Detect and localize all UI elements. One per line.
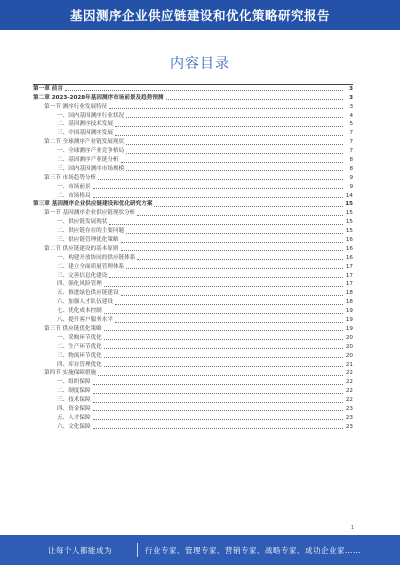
toc-leader-dots	[93, 197, 343, 198]
toc-entry[interactable]	[0, 315, 400, 324]
toc-leader-dots	[104, 286, 343, 287]
toc-leader-dots	[126, 268, 343, 269]
toc-entry-page: 20	[345, 352, 353, 359]
toc-entry-page: 16	[345, 245, 353, 252]
toc-leader-dots	[93, 384, 343, 385]
toc-entry-page: 22	[345, 370, 353, 377]
toc-entry-page: 15	[345, 210, 353, 217]
toc-entry-page: 3	[349, 85, 353, 92]
toc-entry-page: 17	[345, 272, 353, 279]
toc-entry[interactable]	[0, 280, 400, 289]
report-title: 基因测序企业供应链建设和优化策略研究报告	[69, 8, 330, 23]
toc-entry-page: 15	[345, 228, 353, 235]
toc-entry-title: 三、完善信息化建设	[57, 272, 108, 279]
toc-leader-dots	[121, 295, 343, 296]
footer-slogan-left: 让每个人都能成为	[48, 545, 112, 555]
toc-entry-title: 三、物流环节优化	[57, 352, 102, 359]
toc-leader-dots	[137, 259, 343, 260]
toc-entry[interactable]	[0, 173, 400, 182]
toc-entry-title: 一、供应链发展现状	[57, 219, 108, 226]
toc-entry[interactable]	[0, 208, 400, 217]
toc-entry-page: 17	[345, 263, 353, 270]
toc-leader-dots	[104, 330, 343, 331]
footer-slogan-right: 行业专家、管理专家、营销专家、战略专家、成功企业家……	[145, 545, 361, 555]
toc-entry-page: 22	[345, 379, 353, 386]
toc-entry-page: 3	[349, 103, 353, 110]
toc-entry-title: 第三章 基因测序企业供应链建设和优化研究方案	[33, 201, 153, 208]
toc-entry-title: 五、推进绿色供应链建设	[57, 290, 119, 297]
toc-entry-page: 8	[349, 165, 353, 172]
toc-leader-dots	[104, 339, 343, 340]
toc-leader-dots	[121, 162, 343, 163]
toc-entry-title: 二、市场格局	[57, 192, 91, 199]
toc-entry-page: 15	[345, 201, 353, 208]
toc-entry-page: 22	[345, 388, 353, 395]
toc-entry-page: 9	[349, 174, 353, 181]
toc-leader-dots	[104, 366, 343, 367]
toc-entry[interactable]	[0, 306, 400, 315]
toc-entry[interactable]	[0, 333, 400, 342]
toc-entry-page: 23	[345, 405, 353, 412]
toc-entry[interactable]	[0, 324, 400, 333]
toc-entry[interactable]	[0, 297, 400, 306]
toc-leader-dots	[109, 224, 343, 225]
toc-leader-dots	[109, 277, 343, 278]
toc-leader-dots	[93, 402, 343, 403]
toc-entry-page: 14	[345, 192, 353, 199]
header-bar	[0, 0, 400, 30]
toc-leader-dots	[115, 304, 343, 305]
toc-entry[interactable]	[0, 182, 400, 191]
toc-entry-page: 17	[345, 281, 353, 288]
toc-leader-dots	[121, 242, 343, 243]
toc-entry-page: 5	[349, 121, 353, 128]
toc-leader-dots	[98, 375, 343, 376]
toc-entry[interactable]	[0, 93, 400, 102]
toc-entry[interactable]	[0, 422, 400, 431]
toc-entry-title: 二、供应链存在的主要问题	[57, 228, 125, 235]
toc-entry[interactable]	[0, 128, 400, 137]
toc-entry[interactable]	[0, 351, 400, 360]
toc-leader-dots	[65, 90, 343, 91]
toc-leader-dots	[109, 108, 343, 109]
toc-entry-page: 18	[345, 290, 353, 297]
toc-entry[interactable]	[0, 404, 400, 413]
toc-entry-page: 3	[349, 94, 353, 101]
toc-entry[interactable]	[0, 191, 400, 200]
page-number: 1	[350, 525, 354, 531]
toc-entry-page: 23	[345, 423, 353, 430]
footer-divider	[137, 543, 138, 557]
toc-entry[interactable]	[0, 120, 400, 129]
toc-entry-title: 七、优化成本控制	[57, 308, 102, 315]
toc-entry[interactable]	[0, 111, 400, 120]
toc-entry-title: 三、国内基因测序市场规模	[57, 165, 125, 172]
toc-entry-page: 16	[345, 254, 353, 261]
toc-leader-dots	[104, 348, 343, 349]
toc-entry-title: 一、组织保障	[57, 379, 91, 386]
footer-bar	[0, 535, 400, 565]
toc-leader-dots	[154, 206, 343, 207]
toc-entry[interactable]	[0, 288, 400, 297]
toc-leader-dots	[137, 215, 343, 216]
toc-entry[interactable]	[0, 235, 400, 244]
toc-entry-title: 一、全球测序产业竞争格局	[57, 148, 125, 155]
toc-entry-page: 15	[345, 219, 353, 226]
toc-entry-title: 一、国内基因测序行业状况	[57, 112, 125, 119]
toc-entry[interactable]	[0, 342, 400, 351]
toc-leader-dots	[115, 322, 343, 323]
toc-entry-page: 19	[345, 308, 353, 315]
toc-entry-page: 8	[349, 157, 353, 164]
toc-entry-title: 三、技术保障	[57, 397, 91, 404]
toc-entry[interactable]	[0, 253, 400, 262]
toc-entry-page: 22	[345, 397, 353, 404]
toc-entry[interactable]	[0, 262, 400, 271]
toc-entry[interactable]	[0, 413, 400, 422]
toc-entry-title: 八、提升客户服务水平	[57, 317, 113, 324]
toc-entry[interactable]	[0, 137, 400, 146]
toc-leader-dots	[115, 126, 343, 127]
toc-entry-title: 六、文化保障	[57, 423, 91, 430]
toc-entry-title: 第一章 前言	[33, 85, 63, 92]
toc-heading: 内容目录	[170, 56, 230, 72]
toc-entry-page: 19	[345, 317, 353, 324]
toc-entry-page: 19	[345, 325, 353, 332]
toc-entry[interactable]	[0, 84, 400, 93]
toc-entry[interactable]	[0, 155, 400, 164]
toc-leader-dots	[98, 179, 343, 180]
toc-entry[interactable]	[0, 369, 400, 378]
toc-entry-title: 二、基因测序产业链分析	[57, 157, 119, 164]
toc-entry-page: 16	[345, 237, 353, 244]
toc-leader-dots	[126, 117, 343, 118]
toc-entry-title: 一、采购环节优化	[57, 334, 102, 341]
toc-entry-page: 7	[349, 130, 353, 137]
toc-entry-page: 21	[345, 361, 353, 368]
toc-entry-title: 二、制度保障	[57, 388, 91, 395]
toc-entry-title: 二、生产环节优化	[57, 343, 102, 350]
toc-entry[interactable]	[0, 102, 400, 111]
toc-leader-dots	[93, 410, 343, 411]
toc-entry[interactable]	[0, 386, 400, 395]
toc-entry-page: 7	[349, 139, 353, 146]
toc-entry-page: 23	[345, 414, 353, 421]
toc-leader-dots	[93, 428, 343, 429]
toc-entry-page: 4	[349, 112, 353, 119]
toc-leader-dots	[93, 419, 343, 420]
toc-entry-title: 一、构建开放协同的供应链体系	[57, 254, 136, 261]
toc-entry-title: 四、资金保障	[57, 405, 91, 412]
toc-leader-dots	[121, 250, 344, 251]
toc-entry-page: 7	[349, 148, 353, 155]
toc-entry[interactable]	[0, 377, 400, 386]
toc-entry-title: 第四节 实施保障措施	[44, 370, 97, 377]
toc-entry[interactable]	[0, 395, 400, 404]
toc-entry-title: 五、人才保障	[57, 414, 91, 421]
toc-leader-dots	[104, 313, 343, 314]
toc-entry-title: 第三节 供应链优化策略	[44, 325, 102, 332]
toc-leader-dots	[126, 233, 343, 234]
toc-leader-dots	[126, 170, 343, 171]
toc-leader-dots	[115, 135, 343, 136]
toc-entry[interactable]	[0, 360, 400, 369]
toc-leader-dots	[104, 357, 343, 358]
toc-entry-page: 9	[349, 183, 353, 190]
toc-entry-title: 二、建立全面质量管理体系	[57, 263, 125, 270]
toc-leader-dots	[166, 99, 343, 100]
toc-leader-dots	[93, 188, 343, 189]
toc-leader-dots	[126, 144, 343, 145]
toc-list	[0, 84, 400, 431]
toc-entry-title: 第二节 全球测序产业链发展现状	[44, 139, 125, 146]
toc-entry-title: 第二章 2023-2028年基因测序市场前景及趋势预测	[33, 94, 164, 101]
toc-entry[interactable]	[0, 146, 400, 155]
toc-entry-page: 18	[345, 299, 353, 306]
toc-entry-title: 三、中国基因测序发展	[57, 130, 113, 137]
toc-entry[interactable]	[0, 226, 400, 235]
toc-entry-title: 四、强化风险管理	[57, 281, 102, 288]
toc-entry-title: 四、库存管理优化	[57, 361, 102, 368]
toc-entry-page: 20	[345, 343, 353, 350]
toc-entry-title: 六、加强人才队伍建设	[57, 299, 113, 306]
toc-entry-title: 第三节 市场趋势分析	[44, 174, 97, 181]
toc-leader-dots	[93, 393, 343, 394]
toc-entry-title: 第一节 测序行业发展特征	[44, 103, 108, 110]
toc-entry-page: 20	[345, 334, 353, 341]
toc-entry-title: 一、市场前景	[57, 183, 91, 190]
toc-entry-title: 三、供应链管理优化策略	[57, 237, 119, 244]
toc-entry[interactable]	[0, 217, 400, 226]
toc-entry-title: 第二节 供应链建设的基本原则	[44, 245, 119, 252]
toc-entry[interactable]	[0, 271, 400, 280]
toc-entry[interactable]	[0, 164, 400, 173]
toc-entry[interactable]	[0, 200, 400, 209]
toc-entry[interactable]	[0, 244, 400, 253]
toc-leader-dots	[126, 153, 343, 154]
toc-entry-title: 第一节 基因测序企业供应链现状分析	[44, 210, 136, 217]
toc-entry-title: 二、基因测序技术发展	[57, 121, 113, 128]
